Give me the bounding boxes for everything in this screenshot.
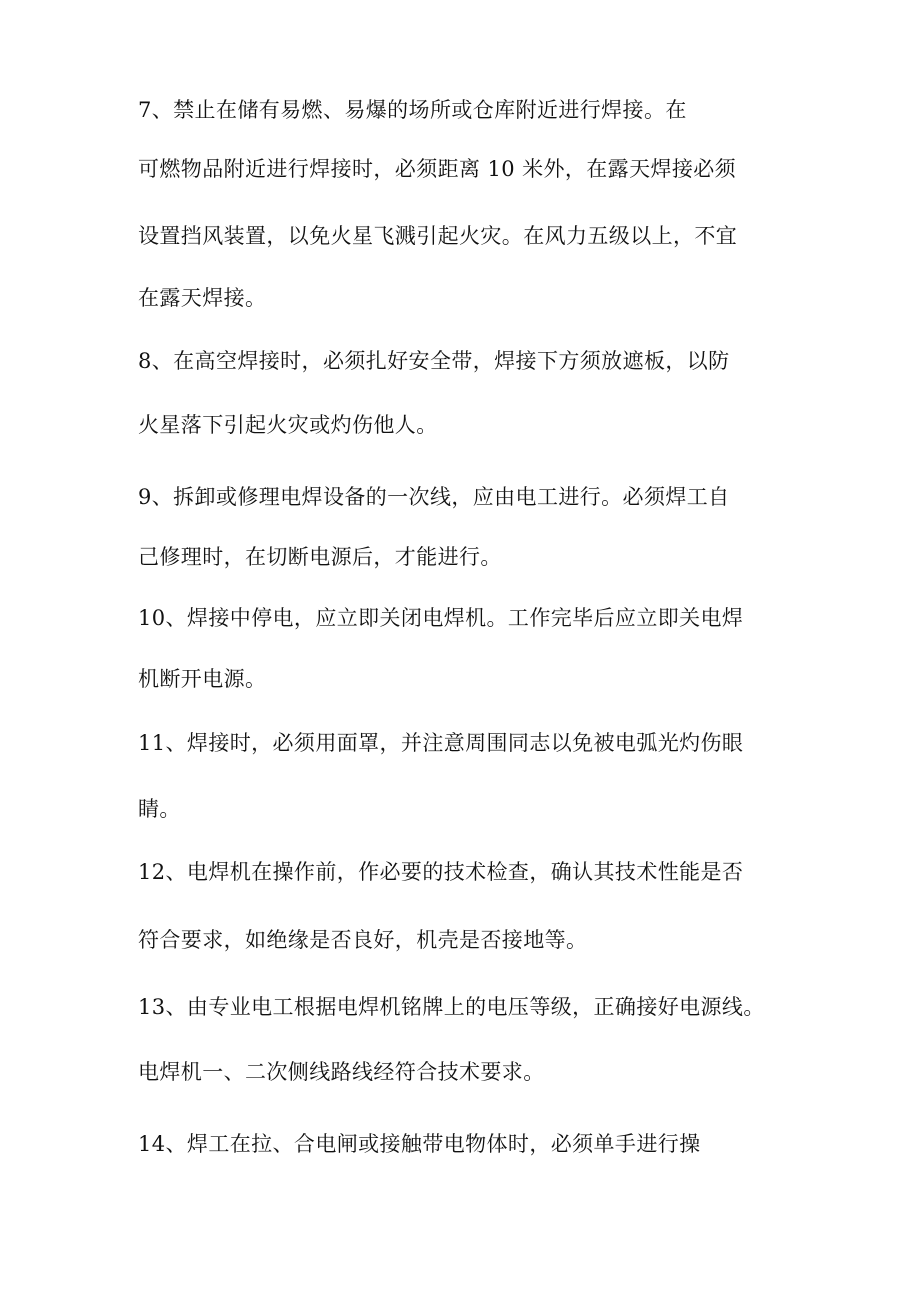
text-line-rule-12-end: 符合要求，如绝缘是否良好，机壳是否接地等。 bbox=[138, 928, 588, 952]
text-line-rule-7-cont: 设置挡风装置，以免火星飞溅引起火灾。在风力五级以上，不宜 bbox=[138, 224, 738, 248]
text-line-rule-11-start: 11、焊接时，必须用面罩，并注意周围同志以免被电弧光灼伤眼 bbox=[138, 731, 744, 755]
text-line-rule-12-start: 12、电焊机在操作前，作必要的技术检查，确认其技术性能是否 bbox=[138, 860, 744, 884]
text-line-rule-13-end: 电焊机一、二次侧线路线经符合技术要求。 bbox=[138, 1060, 545, 1084]
text-line-rule-8-end: 火星落下引起火灾或灼伤他人。 bbox=[138, 413, 438, 437]
text-line-rule-9-start: 9、拆卸或修理电焊设备的一次线，应由电工进行。必须焊工自 bbox=[138, 485, 730, 509]
text-line-rule-10-end: 机断开电源。 bbox=[138, 667, 267, 691]
text-line-rule-11-end: 睛。 bbox=[138, 797, 181, 821]
text-line-rule-7-end: 在露天焊接。 bbox=[138, 286, 267, 310]
text-line-rule-10-start: 10、焊接中停电，应立即关闭电焊机。工作完毕后应立即关电焊 bbox=[138, 606, 744, 630]
text-line-rule-7-start: 7、禁止在储有易燃、易爆的场所或仓库附近进行焊接。在 bbox=[138, 98, 687, 122]
text-line-rule-7-cont: 可燃物品附近进行焊接时，必须距离 10 米外，在露天焊接必须 bbox=[138, 157, 737, 181]
text-line-rule-14-start: 14、焊工在拉、合电闸或接触带电物体时，必须单手进行操 bbox=[138, 1132, 701, 1156]
text-line-rule-8-start: 8、在高空焊接时，必须扎好安全带，焊接下方须放遮板，以防 bbox=[138, 349, 730, 373]
text-line-rule-9-end: 己修理时，在切断电源后，才能进行。 bbox=[138, 545, 502, 569]
text-line-rule-13-start: 13、由专业电工根据电焊机铭牌上的电压等级，正确接好电源线。 bbox=[138, 995, 765, 1019]
